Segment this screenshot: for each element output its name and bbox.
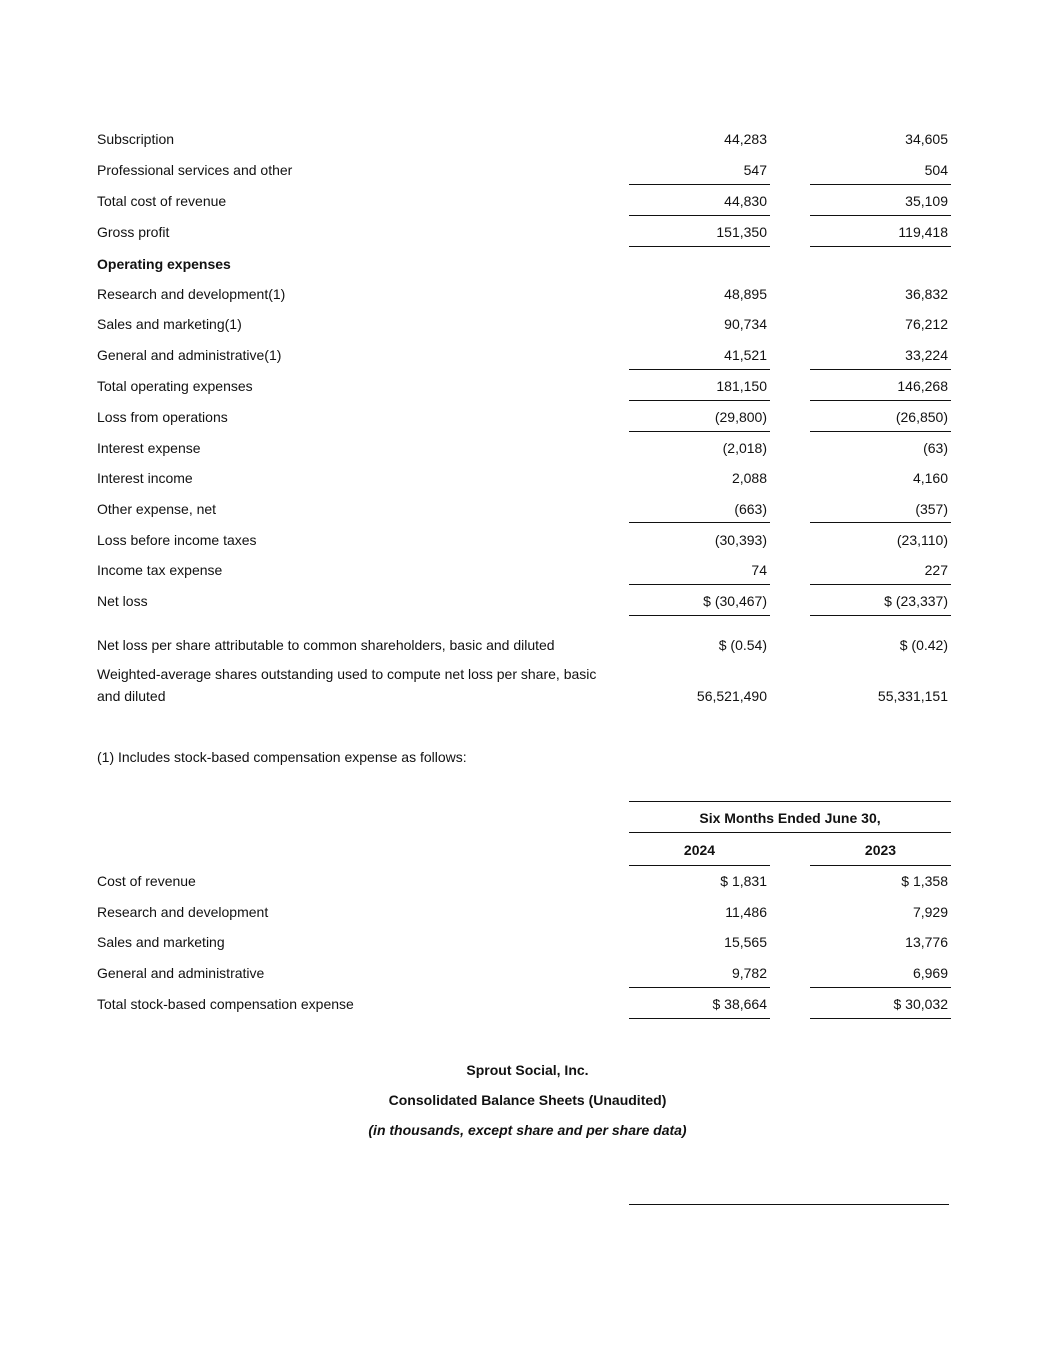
table-row	[97, 162, 952, 193]
value-2024: 41,521	[724, 347, 767, 363]
footnote	[97, 749, 952, 780]
row-label: Total operating expenses	[97, 378, 253, 394]
footnote-text: (1) Includes stock-based compensation expense as follows:	[97, 749, 467, 765]
row-label: Loss from operations	[97, 409, 228, 425]
divider	[810, 522, 951, 523]
value-2024: 74	[751, 562, 767, 578]
divider	[810, 215, 951, 216]
table-row	[97, 593, 952, 624]
divider	[810, 615, 951, 616]
table-row	[97, 347, 952, 378]
company-name: Sprout Social, Inc.	[466, 1062, 589, 1078]
statement-subtitle: (in thousands, except share and per share data)	[368, 1122, 687, 1138]
row-label: General and administrative	[97, 965, 265, 981]
divider	[810, 584, 951, 585]
divider	[629, 801, 951, 802]
row-label: Research and development(1)	[97, 286, 286, 302]
value-2023: 6,969	[912, 965, 948, 981]
table-row	[97, 193, 952, 224]
value-2023: 13,776	[905, 934, 948, 950]
divider	[629, 1204, 949, 1205]
value-2023: 7,929	[912, 904, 948, 920]
table-row	[97, 501, 952, 532]
table-row	[97, 470, 952, 501]
table-row	[97, 224, 952, 255]
eps-row	[97, 637, 952, 668]
value-2024: $ (30,467)	[703, 593, 767, 609]
value-2024: 2,088	[731, 470, 767, 486]
section-heading	[97, 256, 952, 287]
value-2023: 33,224	[905, 347, 948, 363]
value-2023: 55,331,151	[877, 688, 948, 704]
divider	[810, 1018, 951, 1019]
table-row	[97, 316, 952, 347]
divider	[629, 615, 770, 616]
year-header-2023: 2023	[864, 842, 897, 858]
period-header: Six Months Ended June 30,	[699, 810, 881, 826]
row-label: Research and development	[97, 904, 269, 920]
table-row	[97, 286, 952, 317]
value-2023: (63)	[923, 440, 948, 456]
value-2023: $ (0.42)	[899, 637, 948, 653]
divider	[810, 987, 951, 988]
row-label: Cost of revenue	[97, 873, 196, 889]
value-2024: (2,018)	[722, 440, 767, 456]
table-row	[97, 934, 952, 965]
value-2023: 35,109	[905, 193, 948, 209]
row-label: Interest expense	[97, 440, 201, 456]
table-row	[97, 440, 952, 471]
row-label: Total stock-based compensation expense	[97, 996, 354, 1012]
table-row	[97, 904, 952, 935]
table-row	[97, 131, 952, 162]
value-2023: (23,110)	[896, 532, 948, 548]
divider	[629, 832, 951, 833]
table-row	[97, 965, 952, 996]
divider	[629, 246, 770, 247]
value-2024: 11,486	[725, 904, 767, 920]
value-2023: 146,268	[897, 378, 948, 394]
value-2024: (29,800)	[714, 409, 767, 425]
row-label: Gross profit	[97, 224, 170, 240]
divider	[629, 522, 770, 523]
table-row	[97, 873, 952, 904]
value-2024: $ 1,831	[720, 873, 767, 889]
table-row	[97, 996, 952, 1027]
operating-expenses-heading: Operating expenses	[97, 256, 231, 272]
value-2024: $ (0.54)	[718, 637, 767, 653]
shares-row	[97, 666, 952, 712]
divider	[629, 584, 770, 585]
value-2024: 181,150	[716, 378, 767, 394]
statement-title: Consolidated Balance Sheets (Unaudited)	[388, 1092, 667, 1108]
row-label: Net loss	[97, 593, 148, 609]
table-row	[97, 409, 952, 440]
row-label-line1: Weighted-average shares outstanding used to compute net loss per share, basic	[97, 666, 597, 682]
divider	[810, 865, 951, 866]
row-label: Total cost of revenue	[97, 193, 227, 209]
value-2024: 547	[743, 162, 767, 178]
value-2023: 119,418	[898, 224, 948, 240]
value-2024: 151,350	[716, 224, 767, 240]
row-label: Loss before income taxes	[97, 532, 257, 548]
row-label: Net loss per share attributable to common shareholders, basic and diluted	[97, 637, 555, 653]
row-label: Sales and marketing(1)	[97, 316, 242, 332]
value-2023: 4,160	[912, 470, 948, 486]
value-2023: 76,212	[905, 316, 948, 332]
value-2023: $ 1,358	[901, 873, 948, 889]
value-2023: $ 30,032	[893, 996, 948, 1012]
table-row	[97, 378, 952, 409]
divider	[629, 987, 770, 988]
divider	[810, 369, 951, 370]
table-row	[97, 562, 952, 593]
value-2024: 56,521,490	[696, 688, 767, 704]
divider	[629, 400, 770, 401]
value-2024: 90,734	[724, 316, 767, 332]
divider	[629, 369, 770, 370]
row-label: General and administrative(1)	[97, 347, 282, 363]
value-2024: 48,895	[724, 286, 767, 302]
value-2023: 227	[924, 562, 948, 578]
value-2024: (30,393)	[714, 532, 767, 548]
divider	[810, 431, 951, 432]
value-2024: 15,565	[724, 934, 767, 950]
divider	[629, 865, 770, 866]
value-2024: 44,283	[724, 131, 767, 147]
row-label: Income tax expense	[97, 562, 223, 578]
row-label: Other expense, net	[97, 501, 217, 517]
divider	[629, 215, 770, 216]
divider	[810, 184, 951, 185]
table-row	[97, 532, 952, 563]
row-label: Interest income	[97, 470, 193, 486]
row-label: Subscription	[97, 131, 175, 147]
value-2024: (663)	[734, 501, 767, 517]
divider	[810, 246, 951, 247]
year-header-2024: 2024	[683, 842, 716, 858]
divider	[810, 400, 951, 401]
row-label: Sales and marketing	[97, 934, 225, 950]
divider	[629, 1018, 770, 1019]
value-2024: 44,830	[724, 193, 767, 209]
value-2023: (26,850)	[895, 409, 948, 425]
value-2023: $ (23,337)	[884, 593, 948, 609]
value-2024: $ 38,664	[712, 996, 767, 1012]
value-2023: 34,605	[905, 131, 948, 147]
row-label-line2: and diluted	[97, 688, 166, 704]
value-2023: (357)	[915, 501, 948, 517]
value-2024: 9,782	[731, 965, 767, 981]
value-2023: 36,832	[905, 286, 948, 302]
divider	[629, 431, 770, 432]
divider	[629, 184, 770, 185]
value-2023: 504	[924, 162, 948, 178]
row-label: Professional services and other	[97, 162, 293, 178]
